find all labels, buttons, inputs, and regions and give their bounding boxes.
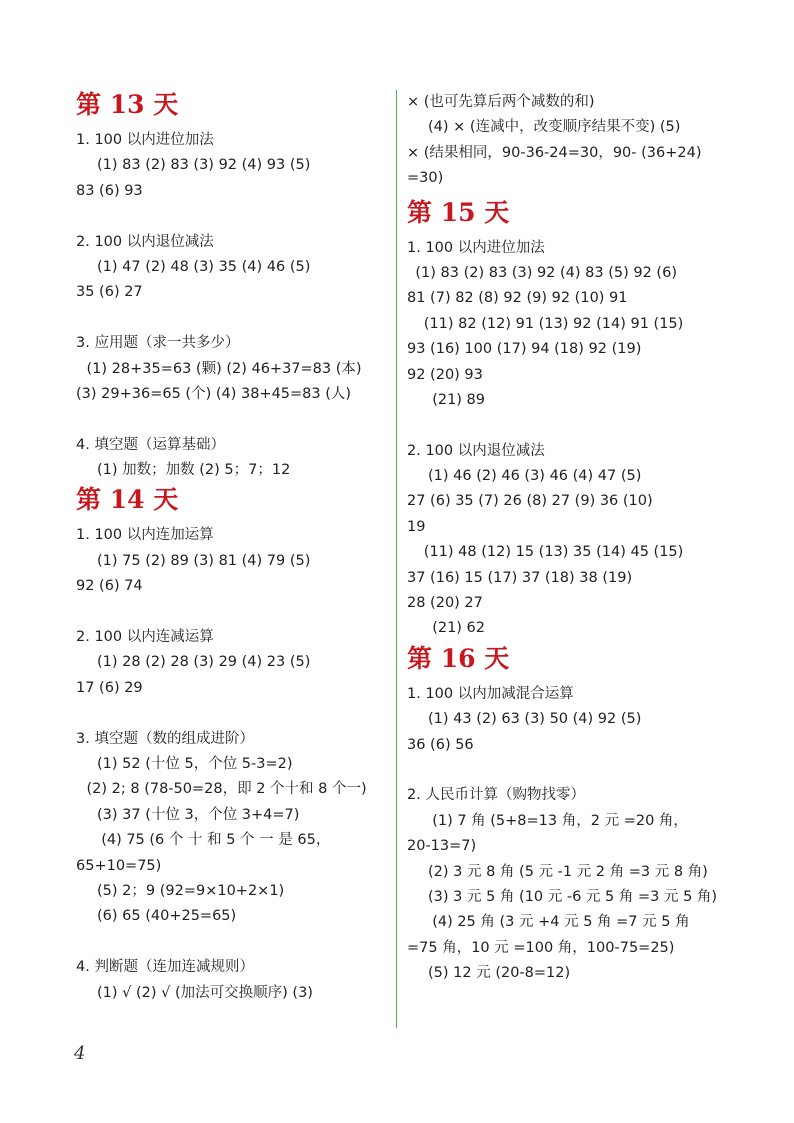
answer-line: 36 (6) 56 bbox=[407, 736, 474, 753]
answer-line: (3) 37 (十位 3，个位 3+4=7) bbox=[97, 806, 300, 823]
answer-line: (2) 3 元 8 角 (5 元 -1 元 2 角 =3 元 8 角) bbox=[428, 863, 708, 880]
left-column bbox=[76, 88, 388, 1006]
answer-line: 4. 填空题（运算基础） bbox=[76, 436, 225, 453]
answer-line: (3) 3 元 5 角 (10 元 -6 元 5 角 =3 元 5 角) bbox=[428, 888, 718, 905]
answer-line: × (也可先算后两个减数的和) bbox=[407, 94, 595, 110]
answer-line: (1) 加数；加数 (2) 5；7；12 bbox=[97, 462, 291, 479]
answer-line: (4) 25 角 (3 元 +4 元 5 角 =7 元 5 角 bbox=[432, 914, 690, 931]
day-heading: 第 14 天 bbox=[76, 485, 179, 515]
answer-line: 81 (7) 82 (8) 92 (9) 92 (10) 91 bbox=[407, 290, 628, 307]
answer-line: 17 (6) 29 bbox=[76, 679, 143, 696]
answer-line: (11) 48 (12) 15 (13) 35 (14) 45 (15) bbox=[423, 544, 684, 561]
answer-line: (5) 2；9 (92=9×10+2×1) bbox=[97, 882, 285, 899]
answer-line: 92 (20) 93 bbox=[407, 366, 483, 383]
answer-line: (21) 89 bbox=[432, 391, 486, 408]
answer-line: 92 (6) 74 bbox=[76, 578, 143, 595]
answer-line: (2) 2; 8 (78-50=28，即 2 个十和 8 个一) bbox=[86, 781, 367, 798]
answer-line: (6) 65 (40+25=65) bbox=[97, 908, 237, 925]
answer-line: 20-13=7) bbox=[407, 838, 477, 855]
answer-line: =30) bbox=[407, 170, 444, 187]
answer-line: (3) 29+36=65 (个) (4) 38+45=83 (人) bbox=[76, 385, 352, 402]
answer-line: (4) 75 (6 个 十 和 5 个 一 是 65， bbox=[101, 832, 331, 849]
spacer bbox=[76, 701, 388, 726]
answer-line: (1) 7 角 (5+8=13 角，2 元 =20 角， bbox=[432, 812, 688, 829]
answer-line: 2. 100 以内退位减法 bbox=[76, 233, 214, 250]
answer-line: 19 bbox=[407, 518, 426, 535]
spacer bbox=[407, 758, 719, 783]
answer-line: 1. 100 以内加减混合运算 bbox=[407, 685, 574, 702]
answer-line: 4. 判断题（连加连减规则） bbox=[76, 959, 254, 976]
day-heading: 第 16 天 bbox=[407, 643, 510, 673]
spacer bbox=[76, 930, 388, 955]
answer-line: (1) 83 (2) 83 (3) 92 (4) 83 (5) 92 (6) bbox=[415, 264, 677, 281]
answer-line: (1) 43 (2) 63 (3) 50 (4) 92 (5) bbox=[428, 711, 642, 728]
answer-line: (1) 75 (2) 89 (3) 81 (4) 79 (5) bbox=[97, 552, 311, 569]
answer-line: (11) 82 (12) 91 (13) 92 (14) 91 (15) bbox=[423, 315, 684, 332]
right-column bbox=[407, 90, 719, 987]
answer-line: 2. 100 以内连减运算 bbox=[76, 629, 214, 646]
spacer bbox=[76, 600, 388, 625]
answer-line: 35 (6) 27 bbox=[76, 284, 143, 301]
spacer bbox=[76, 407, 388, 432]
answer-line: (1) 28 (2) 28 (3) 29 (4) 23 (5) bbox=[97, 654, 311, 671]
page-number: 4 bbox=[74, 1043, 86, 1064]
answer-line: 65+10=75) bbox=[76, 857, 162, 874]
answer-line: 93 (16) 100 (17) 94 (18) 92 (19) bbox=[407, 341, 642, 358]
answer-line: 1. 100 以内连加运算 bbox=[76, 527, 214, 544]
answer-line: (21) 62 bbox=[432, 620, 486, 637]
day-heading: 第 15 天 bbox=[407, 197, 510, 227]
answer-line: (4) × (连减中，改变顺序结果不变) (5) bbox=[428, 119, 681, 136]
answer-line: (1) 28+35=63 (颗) (2) 46+37=83 (本) bbox=[86, 360, 362, 377]
day-heading: 第 13 天 bbox=[76, 90, 179, 119]
answer-line: × (结果相同，90-36-24=30，90- (36+24) bbox=[407, 144, 702, 161]
answer-line: 83 (6) 93 bbox=[76, 182, 143, 199]
answer-line: 3. 应用题（求一共多少） bbox=[76, 335, 240, 352]
answer-line: 1. 100 以内进位加法 bbox=[76, 132, 214, 148]
answer-line: 28 (20) 27 bbox=[407, 595, 483, 612]
answer-line: (1) √ (2) √ (加法可交换顺序) (3) bbox=[97, 984, 313, 1001]
answer-line: (1) 46 (2) 46 (3) 46 (4) 47 (5) bbox=[428, 468, 642, 485]
answer-line: 2. 100 以内退位减法 bbox=[407, 442, 545, 459]
spacer bbox=[76, 204, 388, 229]
spacer bbox=[407, 413, 719, 438]
answer-line: 37 (16) 15 (17) 37 (18) 38 (19) bbox=[407, 569, 633, 586]
answer-line: 2. 人民币计算（购物找零） bbox=[407, 787, 585, 804]
answer-line: (1) 47 (2) 48 (3) 35 (4) 46 (5) bbox=[97, 258, 311, 275]
answer-line: =75 角，10 元 =100 角，100-75=25) bbox=[407, 939, 675, 956]
answer-line: 1. 100 以内进位加法 bbox=[407, 239, 545, 256]
answer-line: 3. 填空题（数的组成进阶） bbox=[76, 730, 254, 747]
answer-line: 27 (6) 35 (7) 26 (8) 27 (9) 36 (10) bbox=[407, 493, 653, 510]
answer-line: (1) 83 (2) 83 (3) 92 (4) 93 (5) bbox=[97, 157, 311, 174]
answer-line: (5) 12 元 (20-8=12) bbox=[428, 965, 571, 982]
answer-line: (1) 52 (十位 5，个位 5-3=2) bbox=[97, 755, 293, 772]
spacer bbox=[76, 306, 388, 331]
column-divider bbox=[396, 90, 397, 1028]
